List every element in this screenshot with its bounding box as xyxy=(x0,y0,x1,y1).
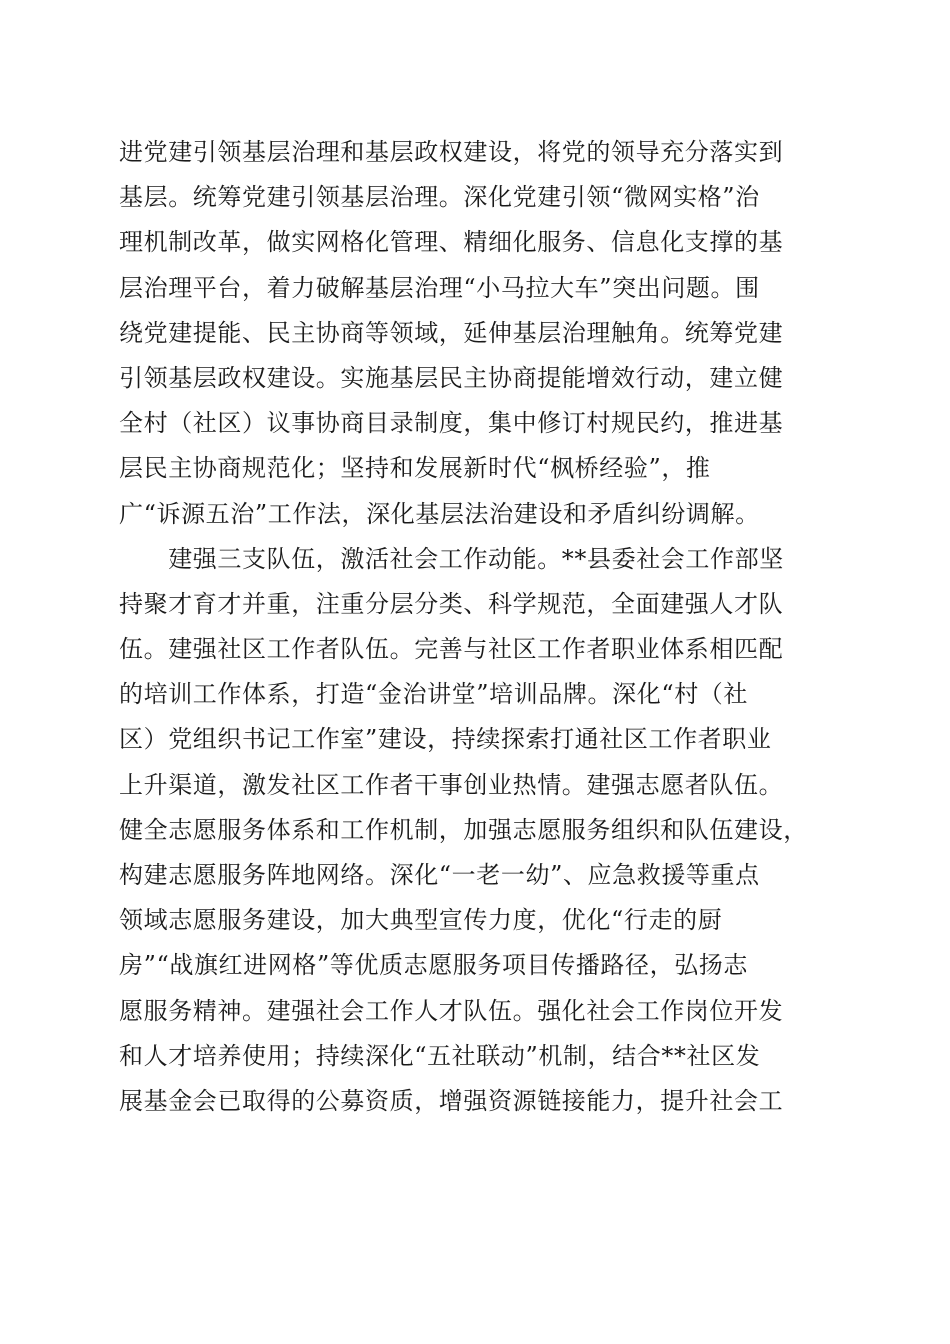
text-line: 愿服务精神。建强社会工作人才队伍。强化社会工作岗位开发 xyxy=(119,996,784,1025)
text-line: 伍。建强社区工作者队伍。完善与社区工作者职业体系相匹配 xyxy=(119,635,784,664)
text-line: 和人才培养使用；持续深化“五社联动”机制，结合**社区发 xyxy=(119,1041,761,1070)
text-line: 理机制改革，做实网格化管理、精细化服务、信息化支撑的基 xyxy=(119,228,784,257)
text-line: 领域志愿服务建设，加大典型宣传力度，优化“行走的厨 xyxy=(119,906,723,935)
text-line: 区）党组织书记工作室”建设，持续探索打通社区工作者职业 xyxy=(119,725,772,754)
text-line: 的培训工作体系，打造“金治讲堂”培训品牌。深化“村（社 xyxy=(119,680,749,709)
text-line: 层治理平台，着力破解基层治理“小马拉大车”突出问题。围 xyxy=(119,273,760,302)
text-line: 持聚才育才并重，注重分层分类、科学规范，全面建强人才队 xyxy=(119,589,784,618)
text-line: 基层。统筹党建引领基层治理。深化党建引领“微网实格”治 xyxy=(119,183,760,212)
text-line: 健全志愿服务体系和工作机制，加强志愿服务组织和队伍建设， xyxy=(119,815,808,844)
text-line: 构建志愿服务阵地网络。深化“一老一幼”、应急救援等重点 xyxy=(119,861,760,889)
body-text xyxy=(119,130,831,1124)
text-line: 层民主协商规范化；坚持和发展新时代“枫桥经验”，推 xyxy=(119,454,711,483)
text-line: 绕党建提能、民主协商等领域，延伸基层治理触角。统筹党建 xyxy=(119,318,784,347)
paragraph-start-line: 建强三支队伍，激活社会工作动能。**县委社会工作部坚 xyxy=(119,544,784,573)
text-line: 广“诉源五治”工作法，深化基层法治建设和矛盾纠纷调解。 xyxy=(119,499,760,528)
text-line: 进党建引领基层治理和基层政权建设，将党的领导充分落实到 xyxy=(119,138,784,166)
text-line: 展基金会已取得的公募资质，增强资源链接能力，提升社会工 xyxy=(119,1086,784,1115)
text-line: 上升渠道，激发社区工作者干事创业热情。建强志愿者队伍。 xyxy=(119,770,784,799)
text-line: 房”“战旗红进网格”等优质志愿服务项目传播路径，弘扬志 xyxy=(119,951,749,980)
text-line: 全村（社区）议事协商目录制度，集中修订村规民约，推进基 xyxy=(119,409,784,438)
text-line: 引领基层政权建设。实施基层民主协商提能增效行动，建立健 xyxy=(119,363,784,392)
